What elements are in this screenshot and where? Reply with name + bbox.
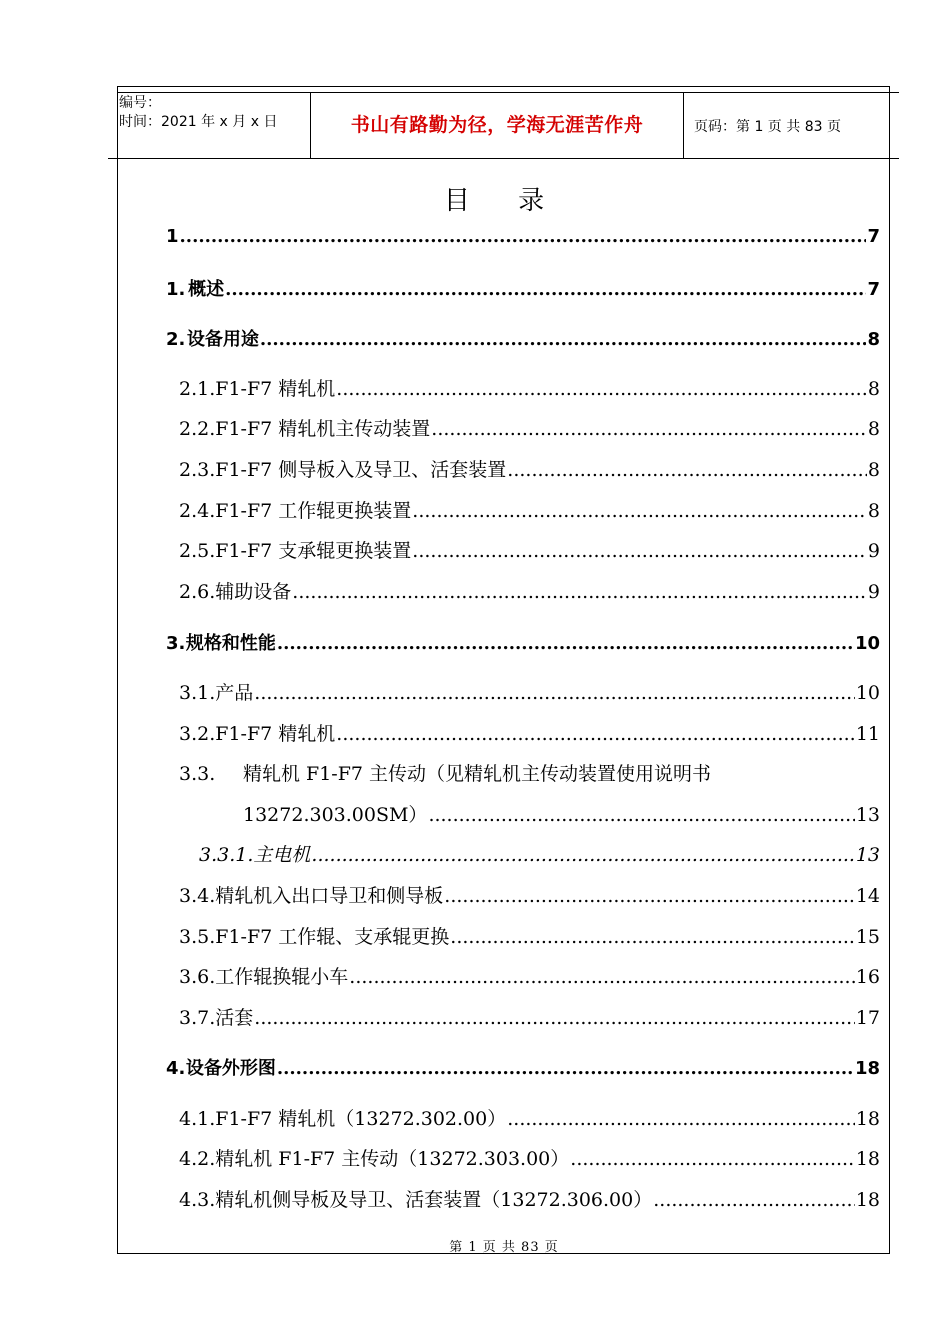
toc-entry-text: 精轧机 F1-F7 主传动（13272.303.00） [215,1148,570,1170]
toc-entry-number: 3.3.1. [199,844,254,866]
toc-entry-text: 产品 [215,682,254,704]
toc-entry[interactable] [179,577,880,604]
toc-entry-page: 13 [855,844,880,866]
toc-leader-dots [180,226,867,247]
toc-entry-number: 3.1. [179,682,216,704]
time-label: 时间：2021 年 x 月 x 日 [119,114,278,130]
toc-leader-dots [450,926,855,948]
toc-entry-text: 工作辊换辊小车 [215,966,349,988]
toc-entry-number: 2.1. [179,378,216,400]
toc-leader-dots [428,804,854,826]
toc-leader-dots [260,329,867,350]
toc-entry-text: F1-F7 精轧机 [215,723,336,745]
toc-entry-page: 18 [855,1108,880,1130]
toc-leader-dots [507,1108,855,1130]
toc-leader-dots [254,1007,855,1029]
toc-entry[interactable] [179,414,880,441]
toc-entry-number: 1. [166,279,186,300]
toc-entry[interactable] [179,496,880,523]
toc-entry-number: 3.7. [179,1007,216,1029]
toc-entry-number: 2. [166,329,186,350]
toc-entry-page: 18 [855,1189,880,1211]
header-page-info: 页码：第 1 页 共 83 页 [694,119,841,135]
toc-entry-number: 3. [166,633,186,654]
toc-entry-page: 15 [855,926,880,948]
toc-entry[interactable] [166,1054,880,1080]
toc-entry-number: 3.6. [179,966,216,988]
toc-entry[interactable] [179,374,880,401]
toc-entry-number: 2.5. [179,540,216,562]
toc-entry-page: 7 [867,226,880,247]
toc-entry-number: 4.2. [179,1148,216,1170]
toc-entry[interactable] [179,1104,880,1131]
toc-entry[interactable] [179,1144,880,1171]
toc-entry-page: 7 [867,279,880,300]
toc-entry-text: F1-F7 精轧机（13272.302.00） [215,1108,507,1130]
header-motto: 书山有路勤为径，学海无涯苦作舟 [350,114,644,136]
toc-entry[interactable] [179,1185,880,1212]
toc-entry-number: 2.4. [179,500,216,522]
toc-entry[interactable] [166,629,880,655]
toc-entry[interactable] [179,962,880,989]
toc-entry-text: 精轧机侧导板及导卫、活套装置（13272.306.00） [215,1189,653,1211]
toc-entry[interactable] [166,226,880,247]
toc-entry-text: F1-F7 工作辊、支承辊更换 [215,926,450,948]
toc-entry-page: 18 [854,1058,880,1079]
toc-leader-dots [570,1148,855,1170]
toc-entry[interactable] [166,275,880,301]
toc-entry-page: 9 [867,540,880,562]
toc-entry-text: 辅助设备 [215,581,292,603]
toc-leader-dots [412,540,867,562]
toc-entry[interactable] [179,881,880,908]
toc-entry-number: 3.4. [179,885,216,907]
toc-leader-dots [254,682,855,704]
toc-entry-number: 3.2. [179,723,216,745]
header-bottom-rule [108,158,899,159]
toc-entry[interactable] [179,455,880,482]
toc-entry-number: 2.3. [179,459,216,481]
header-left-cell [119,94,277,132]
toc-entry-number: 2.2. [179,418,216,440]
toc-entry-number: 4.1. [179,1108,216,1130]
toc-entry-text: F1-F7 工作辊更换装置 [215,500,412,522]
toc-leader-dots [225,279,866,300]
toc-entry[interactable] [179,536,880,563]
serial-label: 编号： [119,95,161,111]
toc-entry[interactable] [179,759,711,786]
toc-entry-number: 3.3. [179,763,216,785]
toc-entry-number: 4.3. [179,1189,216,1211]
toc-entry-text: F1-F7 侧导板入及导卫、活套装置 [215,459,507,481]
toc-leader-dots [349,966,855,988]
header-divider-right [683,93,684,158]
toc-entry-text: 设备用途 [186,329,259,350]
toc-leader-dots [336,378,867,400]
toc-entry-page: 11 [855,723,880,745]
toc-entry-text: 活套 [215,1007,254,1029]
toc-entry-number: 2.6. [179,581,216,603]
toc-entry-text: 精轧机入出口导卫和侧导板 [215,885,444,907]
toc-leader-dots [444,885,855,907]
toc-leader-dots [311,844,854,866]
toc-leader-dots [277,633,854,654]
toc-entry-text: F1-F7 支承辊更换装置 [215,540,412,562]
toc-leader-dots [653,1189,855,1211]
toc-entry-page: 8 [867,329,880,350]
toc-leader-dots [336,723,855,745]
toc-entry-text: 精轧机 F1-F7 主传动（见精轧机主传动装置使用说明书 [243,763,712,785]
toc-leader-dots [507,459,867,481]
toc-entry-text: 主电机 [253,844,311,866]
header-top-rule [117,92,899,93]
toc-entry-page: 10 [854,633,880,654]
toc-entry-number: 3.5. [179,926,216,948]
toc-entry[interactable] [199,840,880,867]
toc-entry-text: F1-F7 精轧机 [215,378,336,400]
toc-entry-page: 8 [867,378,880,400]
toc-entry-page: 18 [855,1148,880,1170]
toc-leader-dots [277,1058,854,1079]
toc-entry-text: 设备外形图 [185,1058,276,1079]
toc-entry-text: 概述 [188,279,225,300]
toc-entry-page: 13 [855,804,880,826]
toc-entry-page: 9 [867,581,880,603]
toc-entry-page: 8 [867,500,880,522]
toc-entry-continuation[interactable] [243,800,880,827]
toc-title: 目 录 [443,186,565,216]
toc-entry-page: 8 [867,459,880,481]
toc-entry[interactable] [179,922,880,949]
toc-entry[interactable] [166,325,880,351]
toc-entry-text: F1-F7 精轧机主传动装置 [215,418,431,440]
toc-entry-page: 17 [855,1007,880,1029]
toc-leader-dots [292,581,867,603]
toc-entry[interactable] [179,678,880,705]
toc-entry-text-continued: 13272.303.00SM） [243,804,428,826]
toc-leader-dots [431,418,867,440]
page-footer: 第 1 页 共 83 页 [449,1240,559,1255]
toc-leader-dots [412,500,867,522]
toc-entry-page: 14 [855,885,880,907]
toc-entry-number: 4. [166,1058,186,1079]
toc-entry[interactable] [179,1003,880,1030]
toc-entry-page: 16 [855,966,880,988]
toc-entry-number: 1 [166,226,179,247]
toc-entry-text: 规格和性能 [185,633,276,654]
toc-entry-page: 10 [855,682,880,704]
toc-entry-page: 8 [867,418,880,440]
toc-entry[interactable] [179,719,880,746]
